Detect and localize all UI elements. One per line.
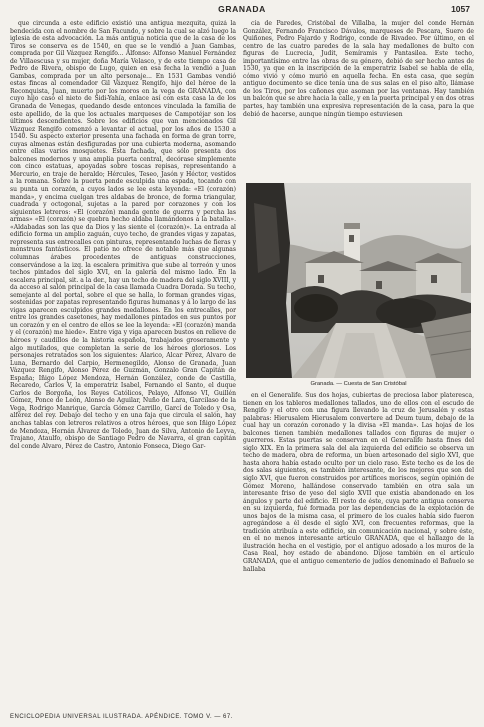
street-photograph bbox=[246, 183, 471, 378]
page-number: 1057 bbox=[451, 4, 470, 14]
left-text-column bbox=[10, 20, 236, 710]
right-text-column-bottom bbox=[243, 392, 474, 710]
right-top-paragraph: cía de Paredes, Cristóbal de Villalba, la mujer del conde Hernán González, Fernando Francisco Dávalos, marqueses de Pescara, Suero de Quiñones, Pedro Fajardo y Rodrigo, conde de Rivadeo. Por último, en el centro de las cuatro paredes de la sala hay medallones de bulto con figuras de Lucrecia, Judit, Semíramis y Pantasilea. Este techo, importantísimo entre las obras de su género, debió de ser hecho antes de 1530, ya que en la inscripción de la emperatriz Isabel se habla de ella, cómo vivió y cómo murió en aquella fecha. En esta casa, que según antiguo documento se dice tenía una de sus salas en el piso alto, llámase de los Tiros, por los cañones que asoman por las ventanas. Hay también un balcón que se abre hacia la calle, y en la puerta principal y en dos otras partes, hay también una expresiva representación de la casa, para la que debió de hacerse, aunque ningún tiempo estuviesen bbox=[243, 20, 474, 118]
page-header bbox=[0, 4, 484, 18]
page-footer: ENCICLOPEDIA UNIVERSAL ILUSTRADA. APÉNDICE. TOMO V. — 67. bbox=[10, 714, 233, 720]
right-bottom-paragraph: en el Generalife. Sus dos hojas, cubiertas de preciosa labor plateresca, tienen en los tableros medallones tallados, uno de ellos con el escudo de Rengifo y el otro con una figura llevando la cruz de Jerusalén y estas palabras: Hierusalem Hierusalem convertere ad Deum tuum, debajo de la cual hay un corazón coronado y la divisa «El manda». Las hojas de los balcones tienen también medallones tallados con figuras de mujer o guerreros. Estas puertas se conservan en el Generalife hasta fines del siglo XIX. En la primera sala del ala izquierda del edificio se observa un techo de madera, obra de reforma, un buen artesonado del siglo XVI, que hasta ahora había estado oculto por un cielo raso. Este techo es de los de dos salas siguientes, es también interesante, de los mejores que son del siglo XVI, que fueron construidos por artífices moriscos, según opinión de Gómez Moreno, hallándose conservado también en otra sala un interesante friso de yeso del siglo XVII que existía abandonado en los ángulos y parte del edificio. El resto de éste, cuya parte antigua conserva en su izquierda, fué formada por las dependencias de la explotación de unos bajos de la misma casa, el primero de los cuales había sido fueron agregándose a él desde el siglo XVI, con frecuentes reformas, que la tradición atribuía a este edificio, sin comunicación nacional, y sobre éste, en el no menos interesante artículo GRANADA, que el hallazgo de la ilustración hecha en el vestigio, por el antiguo adosado a los muros de la Casa Real, hoy estado de abandono. Dijose también en el artículo GRANADA, que el antiguo cementerio de judíos denominado el Bañuelo se hallaba bbox=[243, 392, 474, 573]
photo-caption: Granada. — Cuesta de San Cristóbal bbox=[310, 381, 407, 387]
right-text-column-top bbox=[243, 20, 474, 190]
left-column-paragraph: que circunda a este edificio existió una antigua mezquita, quizá la bendecida con el nombre de San Facundo, y sobre la cual se alzó luego la iglesia de esta advocación. La más antigua noticia que de la casa de los Tiros se conserva es de 1540, en que se le vendió a Juan Gambas, comprada por Gil Vázquez Rengifo... Alfonso: Alfonso Manuel Fernández de Villaescusa y su mujer, doña María Velasco, y de este tiempo casa de Pedro de Rivera, obispo de Lugo, quien en esa fecha la vendió a Juan Gambas, comprada por un alto personaje... En 1531 Gambas vendió estas fincas al comendador Gil Vázquez Rengifo, hijo del héroe de la Reconquista, Juan, muerto por los moros en la vega de GRANADA, con cuyo hijo casó el nieto de Sidi-Yahía, enlace así con esta casa la de los Granada de Venegas, quedando desde entonces vinculada la familia de este apellido, de la que los actuales marqueses de Campotéjar son los últimos descendientes. Sobre los edificios que van mencionados Gil Vázquez Rengifo comenzó a levantar el actual, por los años de 1530 a 1540. Su aspecto exterior presenta una fachada en forma de gran torre, cuyas almenas están desfiguradas por una cubierta moderna, asomando entre ellas varios mosquetes. Esta fachada, que sólo presenta dos balcones modernos y una amplia puerta central, decórase simplemente con cinco estatuas, apoyadas sobre toscas repisas, representando a Mercurio, en traje de heraldo; Hércules, Teseo, Jasón y Héctor, vestidos a la romana. Sobre la puerta pende esculpida una espada, tocando con su punta un corazón, a cuyos lados se lee esta leyenda: «El (corazón) manda», y encima cuelgan tres aldabas de bronce, de forma triangular, cuadrada y octogonal, sujetas a la pared por corazones y con los siguientes letreros: «El (corazón) manda gente de guerra y percha las armas» «El (corazón) se quebra hecho aldaba llamándonos a la batalla». «Aldabadas son las que da Dios y las siente el (corazón)». La entrada al edificio forma un amplio zaguán, cuyo techo, de grandes vigas y zapatas, representa sus entrecalles con pinturas, representando luchas de fieras y monstruos fantásticos. El patio no ofrece de notable más que algunas columnas árabes procedentes de antiguas construcciones, conservándose a la izq. la escalera primitiva que sube al torreón y unos techos pintados del siglo XVI, en la galería del mismo lado. En la escalera principal, sit. a la der., hay un techo de madera del siglo XVIII, y da acceso al salón principal de la casa llamada Cuadra Dorada. Su techo, semejante al del portal, sobre el que se halla, lo forman grandes vigas, sostenidas por zapatas representando figuras humanas y á lo largo de las vigas aparecen esculpidos grandes medallones. En los entrecalles, por entre los grandes casetones, hay medallones pintados en sus puntos por un corazón y en el centro de ellos se lee la leyenda: «El (corazón) manda y el (corazón) me hiede». Entre viga y viga aparecen bustos en relieve de héroes y caudillos de la historia española, trabajados groseramente y algo mutilados, que completan la serie de los héroes gloriosos. Los personajes retratados son los siguientes: Alarico, Alcar Pérez, Alvaro de Luna, Bernardo del Carpio, Hermenegildo, Alonso de Granada, Juan Vázquez Rengifo, Alonso Pérez de Guzmán, Gonzalo Gran Capitán de España; Iñigo López Mendoza, Hernán González, conde de Castilla, Recaredo, Carlos V, la emperatriz Isabel, Fernando el Santo, el duque Carlos de Borgoña, los Reyes Católicos, Pelayo, Alfonso VI, Guillén Gómez, Ponce de León, Alonso de Aguilar, Nuño de Lara, Garcilaso de la Vega, Rodrigo Manrique, García Gómez Carrillo, Garcí de Toledo y Osa, alférez del rey. Debajo del techo y en una faja que circula el salón, hay anchas tablas con letreros relativos a otros héroes, que son Iñigo López de Mendoza, Hernán Álvarez de Toledo, Juan de Silva, Antonio de Leyva, Trajano, Ataulfo, obispo de Santiago Pedro de Navarra, el gran capitán del conde Alvaro, Pérez de Castro, Antonio Fonseca, Diego Gar- bbox=[10, 20, 236, 450]
running-title: GRANADA bbox=[218, 4, 266, 14]
